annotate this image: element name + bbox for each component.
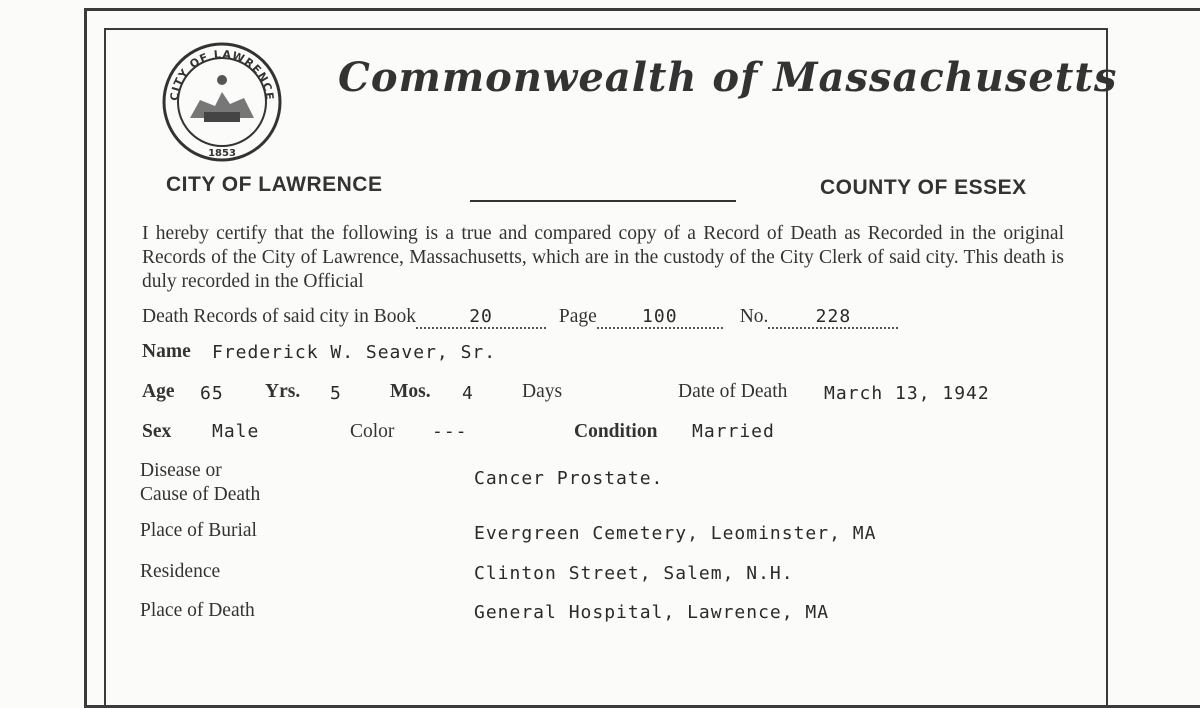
certification-text: I hereby certify that the following is a true and compared copy of a Record of Death as Recorded in the original Records of the City of Lawrence, Massachusetts, which are in the custody of the City Clerk of said city. This death is duly recorded in the Official: [142, 223, 1064, 292]
sex-value: Male: [212, 421, 260, 442]
days-label: Days: [522, 381, 563, 402]
residence-value: Clinton Street, Salem, N.H.: [474, 563, 794, 584]
records-line: [142, 306, 898, 329]
name-value: Frederick W. Seaver, Sr.: [212, 342, 497, 363]
residence-label: Residence: [140, 561, 221, 582]
name-label: Name: [142, 341, 191, 362]
disease-value: Cancer Prostate.: [474, 468, 664, 489]
yrs-label: Yrs.: [265, 381, 301, 402]
seal-top-text: CITY OF LAWRENCE: [167, 47, 277, 102]
record-number: 228: [768, 306, 898, 329]
page-label: Page: [558, 306, 597, 327]
disease-label-line1: Disease or: [140, 460, 222, 481]
place-of-death-value: General Hospital, Lawrence, MA: [474, 602, 830, 623]
document-title: Commonwealth of Massachusetts: [338, 54, 1118, 101]
date-of-death-value: March 13, 1942: [824, 383, 990, 404]
mos-label: Mos.: [390, 381, 431, 402]
city-heading: CITY OF LAWRENCE: [166, 173, 383, 196]
age-years-value: 65: [200, 383, 224, 404]
page-number: 100: [597, 306, 723, 329]
blank-rule: [470, 200, 736, 202]
burial-value: Evergreen Cemetery, Leominster, MA: [474, 523, 877, 544]
county-heading: COUNTY OF ESSEX: [820, 176, 1027, 199]
color-label: Color: [350, 421, 395, 442]
burial-label: Place of Burial: [140, 520, 257, 541]
age-months-value: 5: [330, 383, 342, 404]
records-prefix: Death Records of said city in Book: [142, 306, 417, 327]
disease-label-line2: Cause of Death: [140, 484, 261, 505]
date-of-death-label: Date of Death: [678, 381, 788, 402]
age-label: Age: [142, 381, 175, 402]
age-days-value: 4: [462, 383, 474, 404]
place-of-death-label: Place of Death: [140, 600, 255, 621]
city-seal-icon: [160, 40, 284, 164]
condition-value: Married: [692, 421, 775, 442]
color-value: ---: [432, 421, 468, 442]
condition-label: Condition: [574, 421, 658, 442]
seal-year: 1853: [208, 148, 236, 159]
no-label: No.: [739, 306, 769, 327]
sex-label: Sex: [142, 421, 172, 442]
book-number: 20: [416, 306, 546, 329]
